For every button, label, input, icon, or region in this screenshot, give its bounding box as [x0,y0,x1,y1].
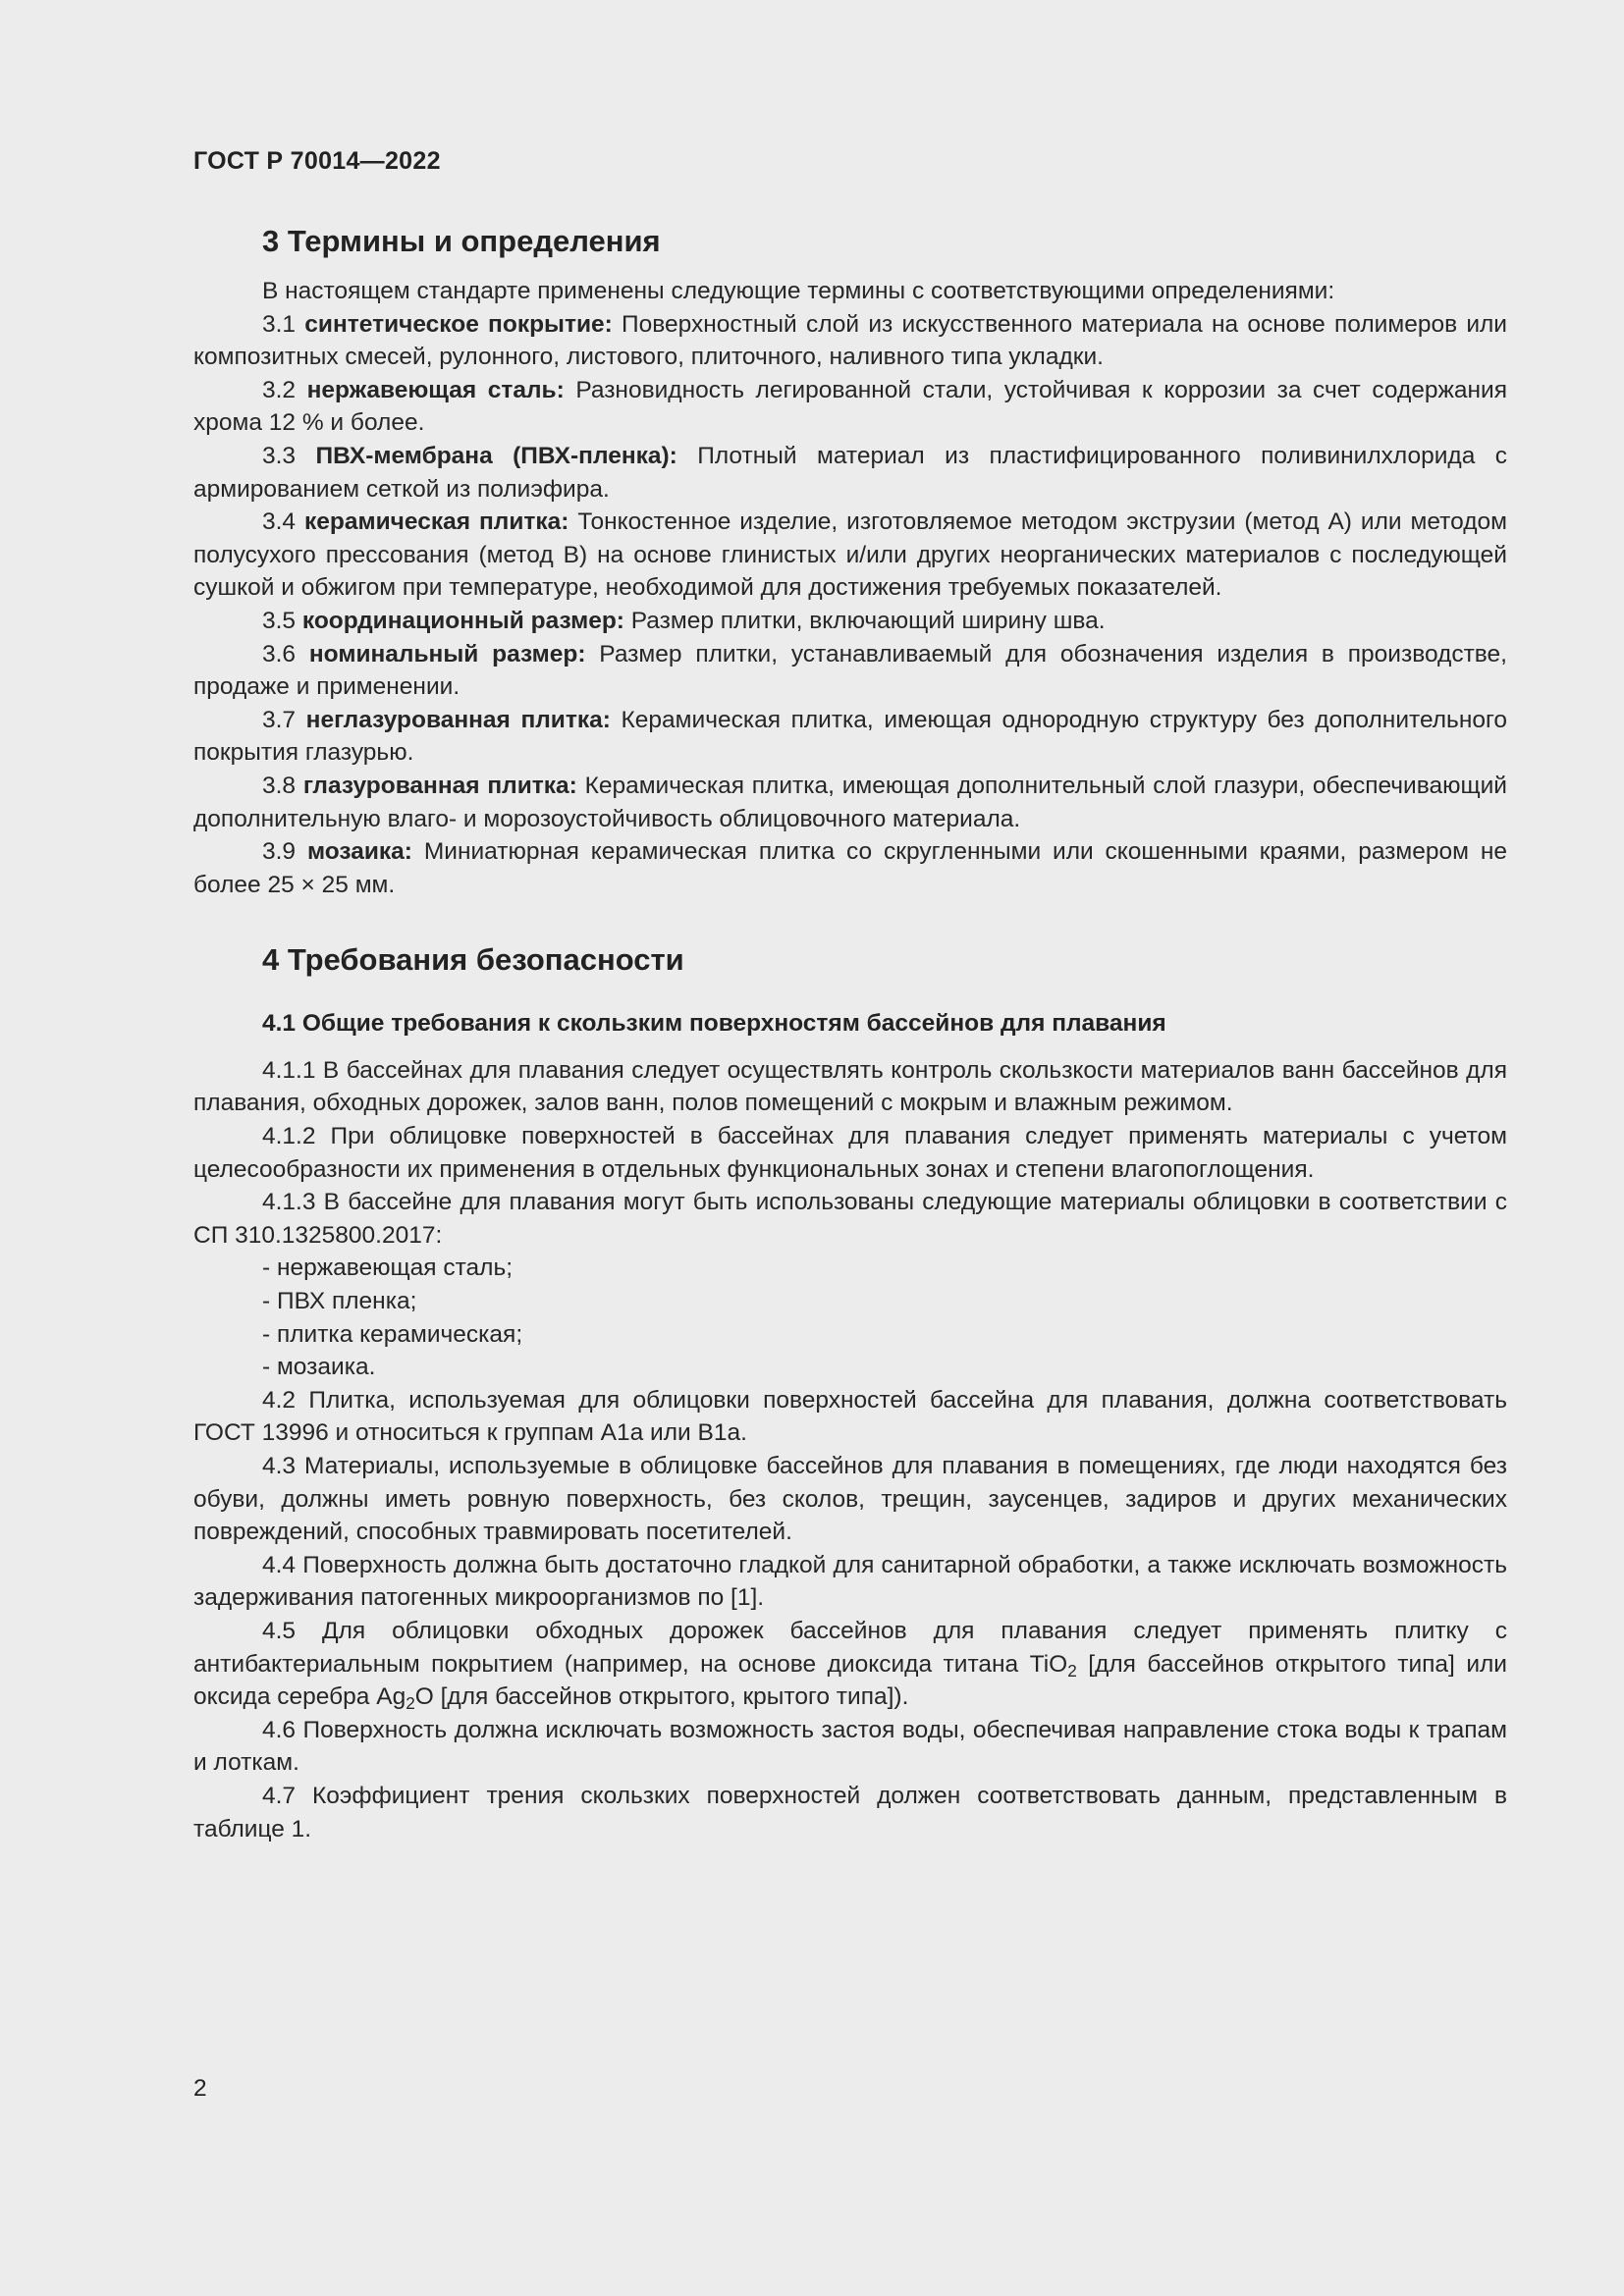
document-code-header: ГОСТ Р 70014—2022 [193,147,441,175]
term-name: ПВХ-мембрана (ПВХ-пленка): [315,442,677,469]
term-3-9: 3.9 мозаика: Миниатюрная керамическая плитка со скругленными или скошенными краями, размером не более 25 × 25 мм. [193,838,1507,898]
paragraph-4-1-2: 4.1.2 При облицовке поверхностей в бассейнах для плавания следует применять материалы с учетом целесообразности их применения в отдельных функциональных зонах и степени влагопоглощения. [193,1123,1507,1183]
list-item: - плитка керамическая; [262,1320,523,1348]
page-content [193,222,1507,1845]
term-3-8: 3.8 глазурованная плитка: Керамическая плитка, имеющая дополнительный слой глазури, обеспечивающий дополнительную влаго- и морозоустойчивость облицовочного материала. [193,772,1507,832]
term-name: глазурованная плитка: [302,772,577,799]
section-4-title: 4 Требования безопасности [262,942,684,978]
term-name: неглазурованная плитка: [305,706,611,733]
list-item: - нержавеющая сталь; [262,1255,514,1282]
section-3-title: 3 Термины и определения [262,224,661,258]
section-3-intro: В настоящем стандарте применены следующие термины с соответствующими определениями: [262,278,1335,304]
term-3-2: 3.2 нержавеющая сталь: Разновидность легированной стали, устойчивая к коррозии за счет содержания хрома 12 % и более. [193,376,1507,437]
paragraph-4-1-3: 4.1.3 В бассейне для плавания могут быть использованы следующие материалы облицовки в соответствии с СП 310.1325800.2017: [193,1189,1507,1249]
paragraph-4-4: 4.4 Поверхность должна быть достаточно гладкой для санитарной обработки, а также исключать возможность задерживания патогенных микроорганизмов по [1]. [193,1551,1507,1612]
subscript: 2 [406,1693,415,1714]
paragraph-4-5: 4.5 Для облицовки обходных дорожек бассейнов для плавания следует применять плитку с антибактериальным покрытием (например, на основе диоксида титана TiO$_2$ [для бассейнов открытого типа] или оксида серебра $Ag_2O$ [для бассейнов открытого, крытого типа]). [193,1617,1507,1714]
term-name: координационный размер: [301,607,624,634]
term-3-3: 3.3 ПВХ-мембрана (ПВХ-пленка): Плотный материал из пластифицированного поливинилхлорида с армированием сеткой из полиэфира. [193,442,1507,503]
paragraph-4-6: 4.6 Поверхность должна исключать возможность застоя воды, обеспечивая направление стока воды к трапам и лоткам. [193,1716,1507,1777]
subsection-4-1-title: 4.1 Общие требования к скользким поверхностям бассейнов для плавания [262,1010,1166,1038]
paragraph-4-1-1: 4.1.1 В бассейнах для плавания следует осуществлять контроль скользкости материалов ванн бассейнов для плавания, обходных дорожек, залов ванн, полов помещений с мокрым и влажным режимом. [193,1056,1507,1117]
term-3-4: 3.4 керамическая плитка: Тонкостенное изделие, изготовляемое методом экструзии (метод А) или методом полусухого прессования (метод В) на основе глинистых и/или других неорганических материалов с последующей сушкой и обжигом при температуре, необходимой для достижения требуемых показателей. [193,508,1507,602]
list-item: - ПВХ пленка; [262,1288,417,1315]
term-name: мозаика: [306,838,412,866]
term-3-7: 3.7 неглазурованная плитка: Керамическая плитка, имеющая однородную структуру без дополнительного покрытия глазурью. [193,706,1507,767]
term-name: нержавеющая сталь: [306,376,565,403]
term-3-1: 3.1 синтетическое покрытие: Поверхностный слой из искусственного материала на основе полимеров или композитных смесей, рулонного, листового, плиточного, наливного типа укладки. [193,310,1507,371]
term-3-5: 3.5 координационный размер: Размер плитки, включающий ширину шва. [262,607,1106,634]
term-name: синтетическое покрытие: [304,310,613,338]
paragraph-4-3: 4.3 Материалы, используемые в облицовке бассейнов для плавания в помещениях, где люди находятся без обуви, должны иметь ровную поверхность, без сколов, трещин, заусенцев, задиров и других механических повреждений, способных травмировать посетителей. [193,1453,1507,1546]
page-number: 2 [193,2075,207,2102]
paragraph-4-7: 4.7 Коэффициент трения скользких поверхностей должен соответствовать данным, представленным в таблице 1. [193,1782,1507,1842]
subscript: 2 [1067,1660,1077,1681]
term-name: номинальный размер: [308,640,586,667]
term-3-6: 3.6 номинальный размер: Размер плитки, устанавливаемый для обозначения изделия в производстве, продаже и применении. [193,640,1507,701]
paragraph-4-2: 4.2 Плитка, используемая для облицовки поверхностей бассейна для плавания, должна соответствовать ГОСТ 13996 и относиться к группам А1а или В1а. [193,1386,1507,1447]
term-name: керамическая плитка: [304,508,569,536]
list-item: - мозаика. [262,1354,376,1381]
